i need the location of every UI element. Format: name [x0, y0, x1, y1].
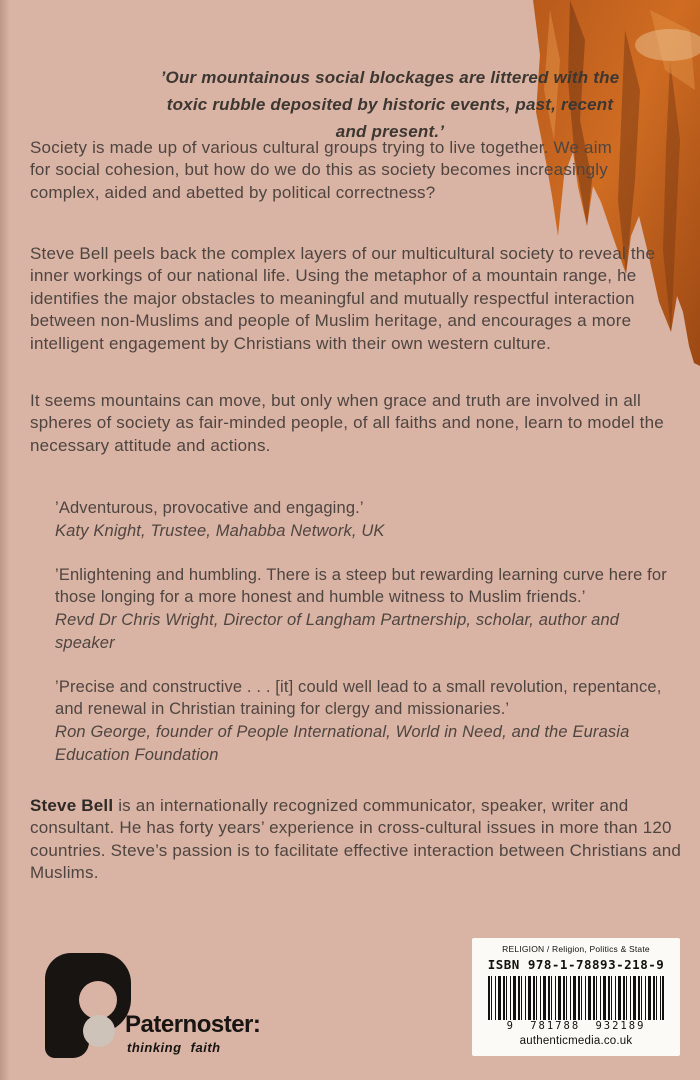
- endorsement-quote: ’Enlightening and humbling. There is a steep but rewarding learning curve here for those longing for a more honest and humble witness to Muslim friends.’: [55, 565, 667, 607]
- subject-category: RELIGION / Religion, Politics & State: [502, 944, 650, 954]
- body-paragraph: Steve Bell peels back the complex layers of our multicultural society to reveal the inner workings of our national life. Using the metaphor of a mountain range, he identifies the major obstacles to meaningful and mutually respectful interaction between non-Muslims and people of Muslim heritage, and encourages a more intelligent engagement by Christians with their own western culture.: [30, 244, 656, 353]
- paternoster-p-counter: [79, 981, 117, 1019]
- body-paragraph: Society is made up of various cultural groups trying to live together. We aim for social cohesion, but how do we do this as society becomes increasingly complex, aided and abetted by political correctness?: [30, 138, 613, 202]
- publisher-logo: [45, 953, 285, 1065]
- endorsement-attribution: Revd Dr Chris Wright, Director of Langham Partnership, scholar, author and speaker: [55, 611, 620, 652]
- publisher-website: authenticmedia.co.uk: [519, 1035, 633, 1047]
- endorsements-section: [55, 497, 673, 788]
- barcode-icon: [488, 976, 664, 1020]
- endorsement-attribution: Katy Knight, Trustee, Mahabba Network, UK: [55, 521, 385, 540]
- headline-quote: ’Our mountainous social blockages are littered with the toxic rubble deposited by historic events, past, recent and present.’: [160, 68, 620, 141]
- endorsement-attribution: Ron George, founder of People International, World in Need, and the Eurasia Education Foundation: [55, 723, 630, 764]
- isbn-number: ISBN 978-1-78893-218-9: [487, 957, 665, 972]
- endorsement-quote: ’Precise and constructive . . . [it] could well lead to a small revolution, repentance, and renewal in Christian training for clergy and missionaries.’: [55, 677, 662, 719]
- publisher-name: Paternoster:: [125, 1011, 261, 1038]
- author-bio: [30, 795, 685, 885]
- publisher-tagline: thinking faith: [127, 1040, 221, 1055]
- endorsement: [55, 497, 673, 543]
- author-bio-text: is an internationally recognized communicator, speaker, writer and consultant. He has forty years’ experience in cross-cultural issues in more than 120 countries. Steve’s passion is to facilitate effective interaction between Christians and Muslims.: [30, 796, 682, 883]
- body-paragraph: It seems mountains can move, but only when grace and truth are involved in all spheres of society as fair-minded people, of all faiths and none, learn to model the necessary attitude and actions.: [30, 391, 664, 455]
- barcode-panel: [472, 938, 680, 1056]
- barcode-digits: 9 781788 932189: [472, 1020, 680, 1032]
- author-name: Steve Bell: [30, 796, 114, 815]
- endorsement-quote: ’Adventurous, provocative and engaging.’: [55, 499, 364, 517]
- endorsement: [55, 676, 673, 767]
- paternoster-grey-dot-icon: [83, 1015, 115, 1047]
- endorsement: [55, 564, 673, 655]
- page-edge-shadow: [0, 0, 10, 1080]
